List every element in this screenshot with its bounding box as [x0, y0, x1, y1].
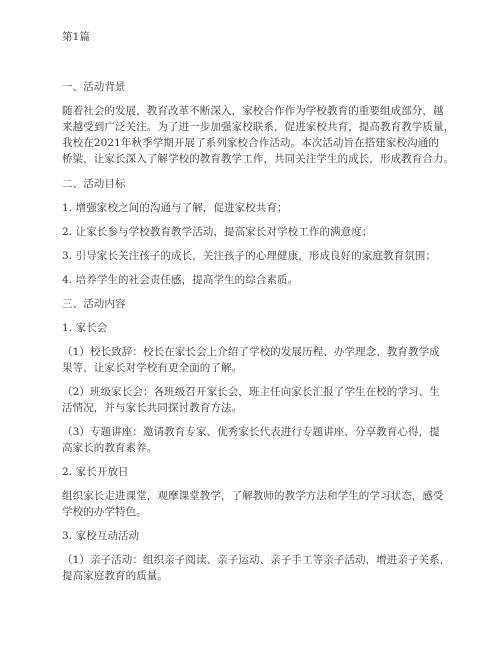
item2-line-1: 组织家长走进课堂，观摩课堂教学，了解教师的教学方法和学生的学习状态，感受	[62, 490, 444, 502]
heading-content: 三、活动内容	[62, 298, 126, 310]
background-line-1: 随着社会的发展，教育改革不断深入，家校合作作为学校教育的重要组成部分，越	[62, 105, 444, 117]
document-title: 第1篇	[62, 31, 90, 43]
goal-1: 1. 增强家校之间的沟通与了解，促进家校共育；	[62, 202, 288, 214]
item1-p3-line-1: （3）专题讲座：邀请教育专家、优秀家长代表进行专题讲座，分享教育心得，提	[62, 426, 440, 438]
heading-goals: 二、活动目标	[62, 178, 126, 190]
goal-4: 4. 培养学生的社会责任感，提高学生的综合素质。	[62, 274, 299, 286]
item1-p3-line-2: 高家长的教育素养。	[62, 442, 158, 454]
background-line-2: 来越受到广泛关注。为了进一步加强家校联系，促进家校共育，提高教育教学质量，	[62, 121, 455, 133]
item1-p1-line-2: 果等，让家长对学校有更全面的了解。	[62, 362, 243, 374]
item1-p2-line-2: 活情况，并与家长共同探讨教育方法。	[62, 402, 243, 414]
item3-p1-line-1: （1）亲子活动：组织亲子阅读、亲子运动、亲子手工等亲子活动，增进亲子关系，	[62, 554, 451, 566]
item3-p1-line-2: 提高家庭教育的质量。	[62, 570, 168, 582]
item2-line-2: 学校的办学特色。	[62, 506, 147, 518]
item3-title: 3. 家校互动活动	[62, 530, 140, 542]
background-line-3: 我校在2021年秋季学期开展了系列家校合作活动。本次活动旨在搭建家校沟通的	[62, 137, 439, 149]
heading-background: 一、活动背景	[62, 81, 126, 93]
item1-p1-line-1: （1）校长致辞：校长在家长会上介绍了学校的发展历程、办学理念、教育教学成	[62, 346, 440, 358]
background-line-4: 桥梁，让家长深入了解学校的教育教学工作，共同关注学生的成长，形成教育合力。	[62, 153, 455, 165]
goal-3: 3. 引导家长关注孩子的成长，关注孩子的心理健康，形成良好的家庭教育氛围；	[62, 250, 437, 262]
item1-p2-line-1: （2）班级家长会：各班级召开家长会，班主任向家长汇报了学生在校的学习、生	[62, 386, 440, 398]
item2-title: 2. 家长开放日	[62, 466, 129, 478]
item1-title: 1. 家长会	[62, 322, 108, 334]
goal-2: 2. 让家长参与学校教育教学活动，提高家长对学校工作的满意度；	[62, 226, 373, 238]
